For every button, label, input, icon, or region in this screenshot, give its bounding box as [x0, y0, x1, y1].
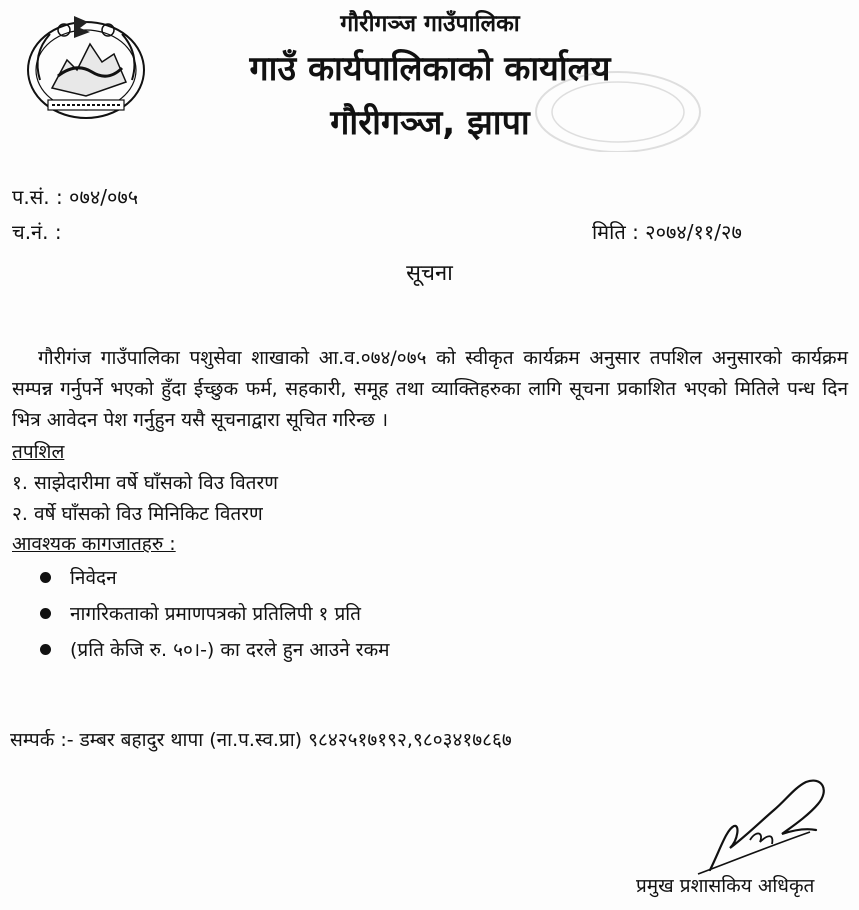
documents-item-label: नागरिकताको प्रमाणपत्रको प्रतिलिपी १ प्रति — [70, 603, 362, 625]
signature-mark — [690, 770, 840, 880]
details-heading: तपशिल — [12, 441, 65, 463]
documents-heading: आवश्यक कागजातहरु : — [12, 533, 176, 555]
details-item: १. साझेदारीमा वर्षे घाँसको विउ वितरण — [12, 472, 279, 494]
documents-list — [40, 564, 390, 672]
documents-item-label: (प्रति केजि रु. ५०।-) का दरले हुन आउने रकम — [70, 639, 390, 661]
documents-item — [40, 564, 390, 600]
documents-item — [40, 636, 390, 672]
bullet-icon — [40, 572, 51, 583]
issue-date: मिति : २०७४/११/२७ — [592, 220, 742, 244]
office-location: गौरीगञ्ज, झापा — [330, 103, 530, 143]
municipality-name: गौरीगञ्ज गाउँपालिका — [340, 11, 520, 37]
details-item: २. वर्षे घाँसको विउ मिनिकिट वितरण — [12, 503, 263, 525]
office-name: गाउँ कार्यपालिकाको कार्यालय — [249, 49, 611, 89]
documents-item-label: निवेदन — [70, 567, 117, 589]
notice-body: गौरीगंज गाउँपालिका पशुसेवा शाखाको आ.व.०७४/०७५ को स्वीकृत कार्यक्रम अनुसार तपशिल अनुसारको कार्यक्रम सम्पन्न गर्नुपर्ने भएको हुँदा ईच्छुक फर्म, सहकारी, समूह तथा व्याक्तिहरुका लागि सूचना प्रकाशित भएको मितिले पन्ध दिन भित्र आवेदन पेश गर्नुहुन यसै सूचनाद्वारा सूचित गरिन्छ । — [12, 347, 848, 431]
bullet-icon — [40, 644, 51, 655]
signatory-title: प्रमुख प्रशासकिय अधिकृत — [636, 875, 815, 897]
contact-info: सम्पर्क :- डम्बर बहादुर थापा (ना.प.स्व.प्रा) ९८४२५१७१९२,९८०३४१७८६७ — [10, 729, 512, 751]
dispatch-number: च.नं. : — [12, 220, 62, 244]
bullet-icon — [40, 608, 51, 619]
notice-title: सूचना — [406, 261, 453, 286]
stamp-watermark — [528, 62, 708, 152]
documents-item — [40, 600, 390, 636]
letter-number: प.सं. : ०७४/०७५ — [12, 185, 139, 209]
nepal-emblem-icon — [22, 10, 150, 122]
